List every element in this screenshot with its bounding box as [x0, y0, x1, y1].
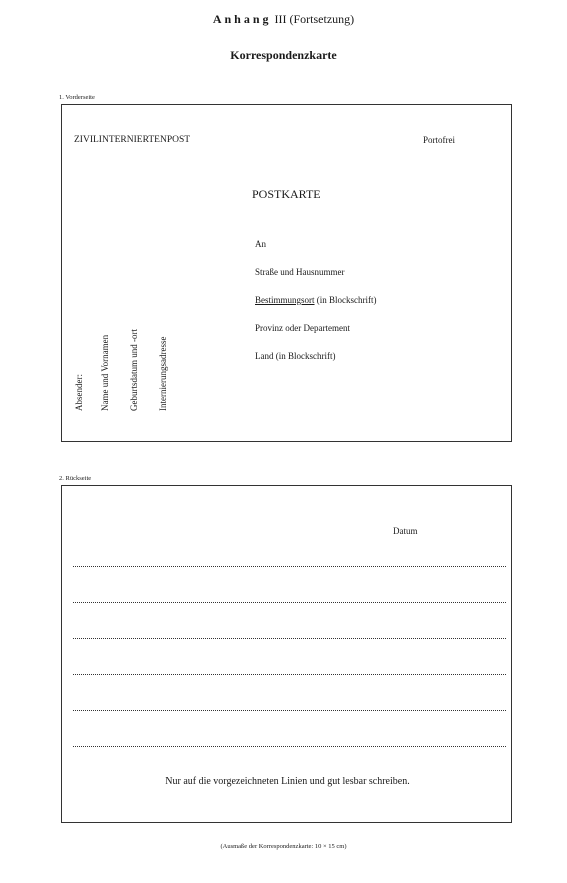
page-title: [0, 12, 567, 27]
internee-post-header: ZIVILINTERNIERTENPOST: [74, 135, 191, 145]
writing-line: [73, 746, 506, 747]
address-destination-label: [255, 295, 377, 305]
postage-free-label: Portofrei: [423, 135, 455, 145]
back-section-label: 2. Rückseite: [59, 475, 92, 482]
destination-note: (in Blockschrift): [316, 295, 377, 305]
sender-name-label: Name und Vornamen: [100, 334, 110, 411]
postcard-title: POSTKARTE: [252, 187, 321, 201]
back-card: [61, 485, 512, 823]
sender-birth-label: Geburtsdatum und -ort: [129, 329, 139, 411]
writing-line: [73, 674, 506, 675]
destination-word: Bestimmungsort: [255, 295, 315, 305]
address-street-label: Straße und Hausnummer: [255, 267, 345, 277]
address-province-label: Provinz oder Departement: [255, 323, 350, 333]
page-subtitle: Korrespondenzkarte: [230, 48, 337, 62]
front-card: [61, 104, 512, 442]
writing-line: [73, 602, 506, 603]
card-size-footnote: (Ausmaße der Korrespondenzkarte: 10 × 15 cm): [220, 843, 347, 850]
writing-line: [73, 566, 506, 567]
front-section-label: 1. Vorderseite: [59, 94, 95, 101]
address-to-label: An: [255, 239, 266, 249]
writing-line: [73, 710, 506, 711]
title-rest: III (Fortsetzung): [274, 12, 355, 26]
title-word: Anhang: [212, 12, 272, 26]
writing-instruction: Nur auf die vorgezeichneten Linien und gut lesbar schreiben.: [165, 776, 410, 787]
writing-line: [73, 638, 506, 639]
date-label: Datum: [393, 526, 418, 536]
address-country-label: Land (in Blockschrift): [255, 351, 336, 361]
sender-internment-address-label: Internierungsadresse: [158, 336, 168, 411]
sender-label: Absender:: [74, 374, 84, 411]
